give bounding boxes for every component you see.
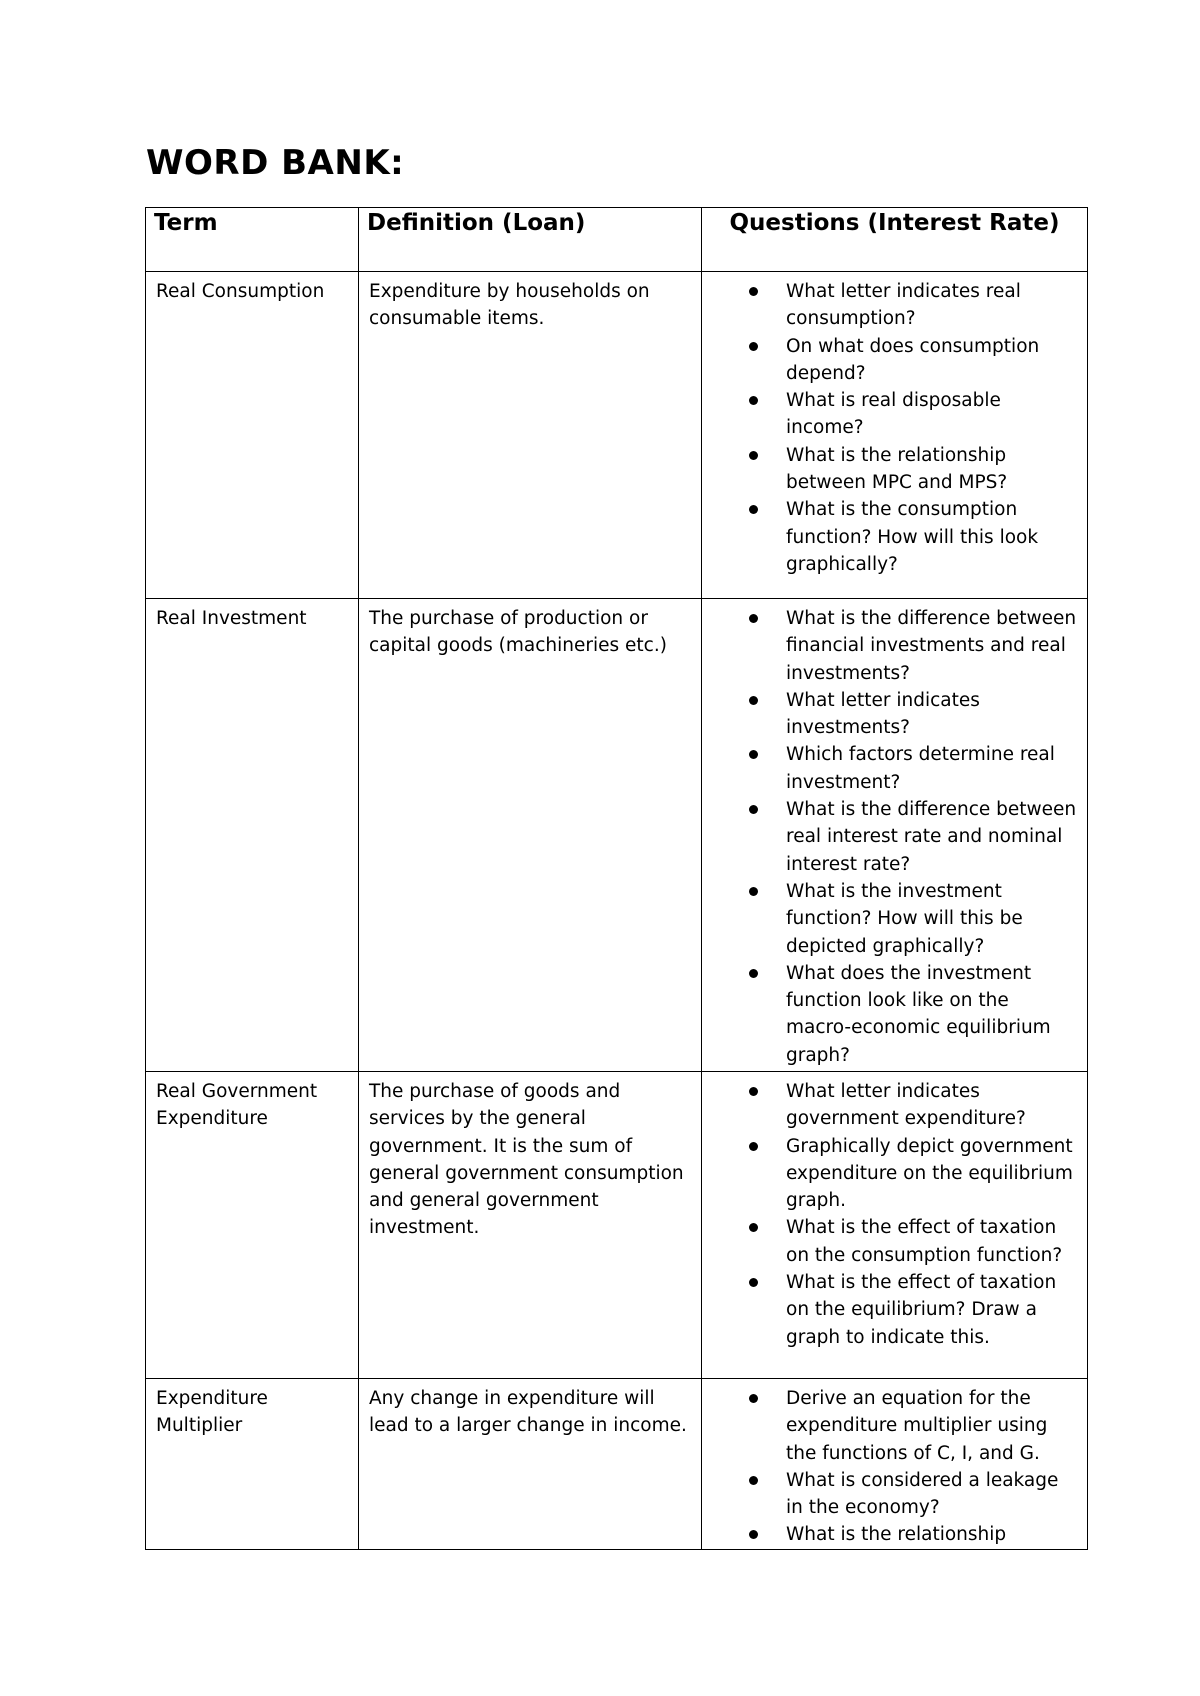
definition-text: Any change in expenditure will lead to a larger change in income. (369, 1388, 687, 1437)
bullet-icon (749, 1142, 758, 1151)
term-cell (146, 599, 359, 1072)
bullet-icon (749, 1530, 758, 1539)
question-text: What letter indicates real consumption? (786, 281, 1021, 330)
bullet-icon (749, 396, 758, 405)
question-text: What is the relationship (786, 1524, 1007, 1546)
question-text: What is the effect of taxation on the consumption function? (786, 1217, 1063, 1266)
question-list (702, 1072, 1087, 1351)
question-item (702, 1078, 1079, 1133)
question-text: Graphically depict government expenditure on the equilibrium graph. (786, 1135, 1073, 1212)
question-text: What is considered a leakage in the economy? (786, 1469, 1059, 1519)
bullet-icon (749, 1278, 758, 1287)
questions-cell (702, 599, 1088, 1072)
term-text: Real Consumption (156, 281, 325, 302)
question-item (702, 605, 1079, 687)
header-term: Term (146, 208, 359, 272)
word-bank-table (145, 207, 1088, 1550)
page-title: WORD BANK: (146, 143, 405, 183)
question-item (702, 960, 1079, 1069)
question-text: What is real disposable income? (786, 390, 1001, 439)
term-cell (146, 1379, 359, 1550)
question-text: What does the investment function look like on the macro-economic equilibrium graph? (786, 962, 1051, 1066)
question-item (702, 496, 1079, 578)
bullet-icon (749, 1394, 758, 1403)
question-item (702, 796, 1079, 878)
bullet-icon (749, 451, 758, 460)
bullet-icon (749, 750, 758, 759)
term-text: Expenditure Multiplier (156, 1388, 268, 1437)
bullet-icon (749, 287, 758, 296)
definition-cell (359, 272, 702, 599)
question-item (702, 333, 1079, 388)
table-header-row (146, 208, 1088, 272)
bullet-icon (749, 1223, 758, 1232)
question-item (702, 1133, 1079, 1215)
bullet-icon (749, 696, 758, 705)
definition-cell (359, 1379, 702, 1550)
definition-cell (359, 1072, 702, 1379)
question-list (702, 1379, 1087, 1549)
question-item (702, 1521, 1079, 1548)
definition-cell (359, 599, 702, 1072)
question-item (702, 442, 1079, 497)
question-text: What is the difference between real interest rate and nominal interest rate? (786, 799, 1077, 875)
question-text: What is the effect of taxation on the equilibrium? Draw a graph to indicate this. (786, 1272, 1057, 1348)
questions-cell (702, 1072, 1088, 1379)
definition-text: The purchase of goods and services by the general government. It is the sum of general government consumption and general government investment. (369, 1081, 684, 1239)
question-text: What is the investment function? How will this be depicted graphically? (786, 880, 1023, 957)
questions-cell (702, 1379, 1088, 1550)
question-text: What letter indicates government expenditure? (786, 1081, 1026, 1130)
header-definition: Definition (Loan) (359, 208, 702, 272)
question-item (702, 1385, 1079, 1467)
question-list (702, 272, 1087, 578)
question-item (702, 878, 1079, 960)
definition-text: The purchase of production or capital goods (machineries etc.) (369, 608, 667, 657)
term-cell (146, 1072, 359, 1379)
term-cell (146, 272, 359, 599)
question-text: What letter indicates investments? (786, 689, 980, 739)
bullet-icon (749, 805, 758, 814)
definition-text: Expenditure by households on consumable items. (369, 281, 650, 330)
question-text: Which factors determine real investment? (786, 744, 1055, 793)
header-questions: Questions (Interest Rate) (702, 208, 1088, 272)
question-item (702, 387, 1079, 442)
bullet-icon (749, 505, 758, 514)
questions-cell (702, 272, 1088, 599)
bullet-icon (749, 1087, 758, 1096)
question-item (702, 741, 1079, 796)
table-row (146, 272, 1088, 599)
table-row (146, 1072, 1088, 1379)
question-item (702, 1269, 1079, 1351)
bullet-icon (749, 969, 758, 978)
bullet-icon (749, 887, 758, 896)
table-row (146, 599, 1088, 1072)
question-item (702, 278, 1079, 333)
bullet-icon (749, 342, 758, 351)
question-text: What is the consumption function? How will this look graphically? (786, 499, 1039, 575)
question-text: Derive an equation for the expenditure multiplier using the functions of C, I, and G. (786, 1388, 1048, 1464)
question-text: On what does consumption depend? (786, 335, 1040, 384)
table-row (146, 1379, 1088, 1550)
bullet-icon (749, 1476, 758, 1485)
question-text: What is the relationship between MPC and MPS? (786, 444, 1008, 494)
bullet-icon (749, 614, 758, 623)
question-item (702, 1467, 1079, 1522)
question-item (702, 1214, 1079, 1269)
term-text: Real Government Expenditure (156, 1081, 318, 1130)
question-text: What is the difference between financial investments and real investments? (786, 608, 1077, 684)
question-list (702, 599, 1087, 1069)
term-text: Real Investment (156, 608, 307, 629)
question-item (702, 687, 1079, 742)
